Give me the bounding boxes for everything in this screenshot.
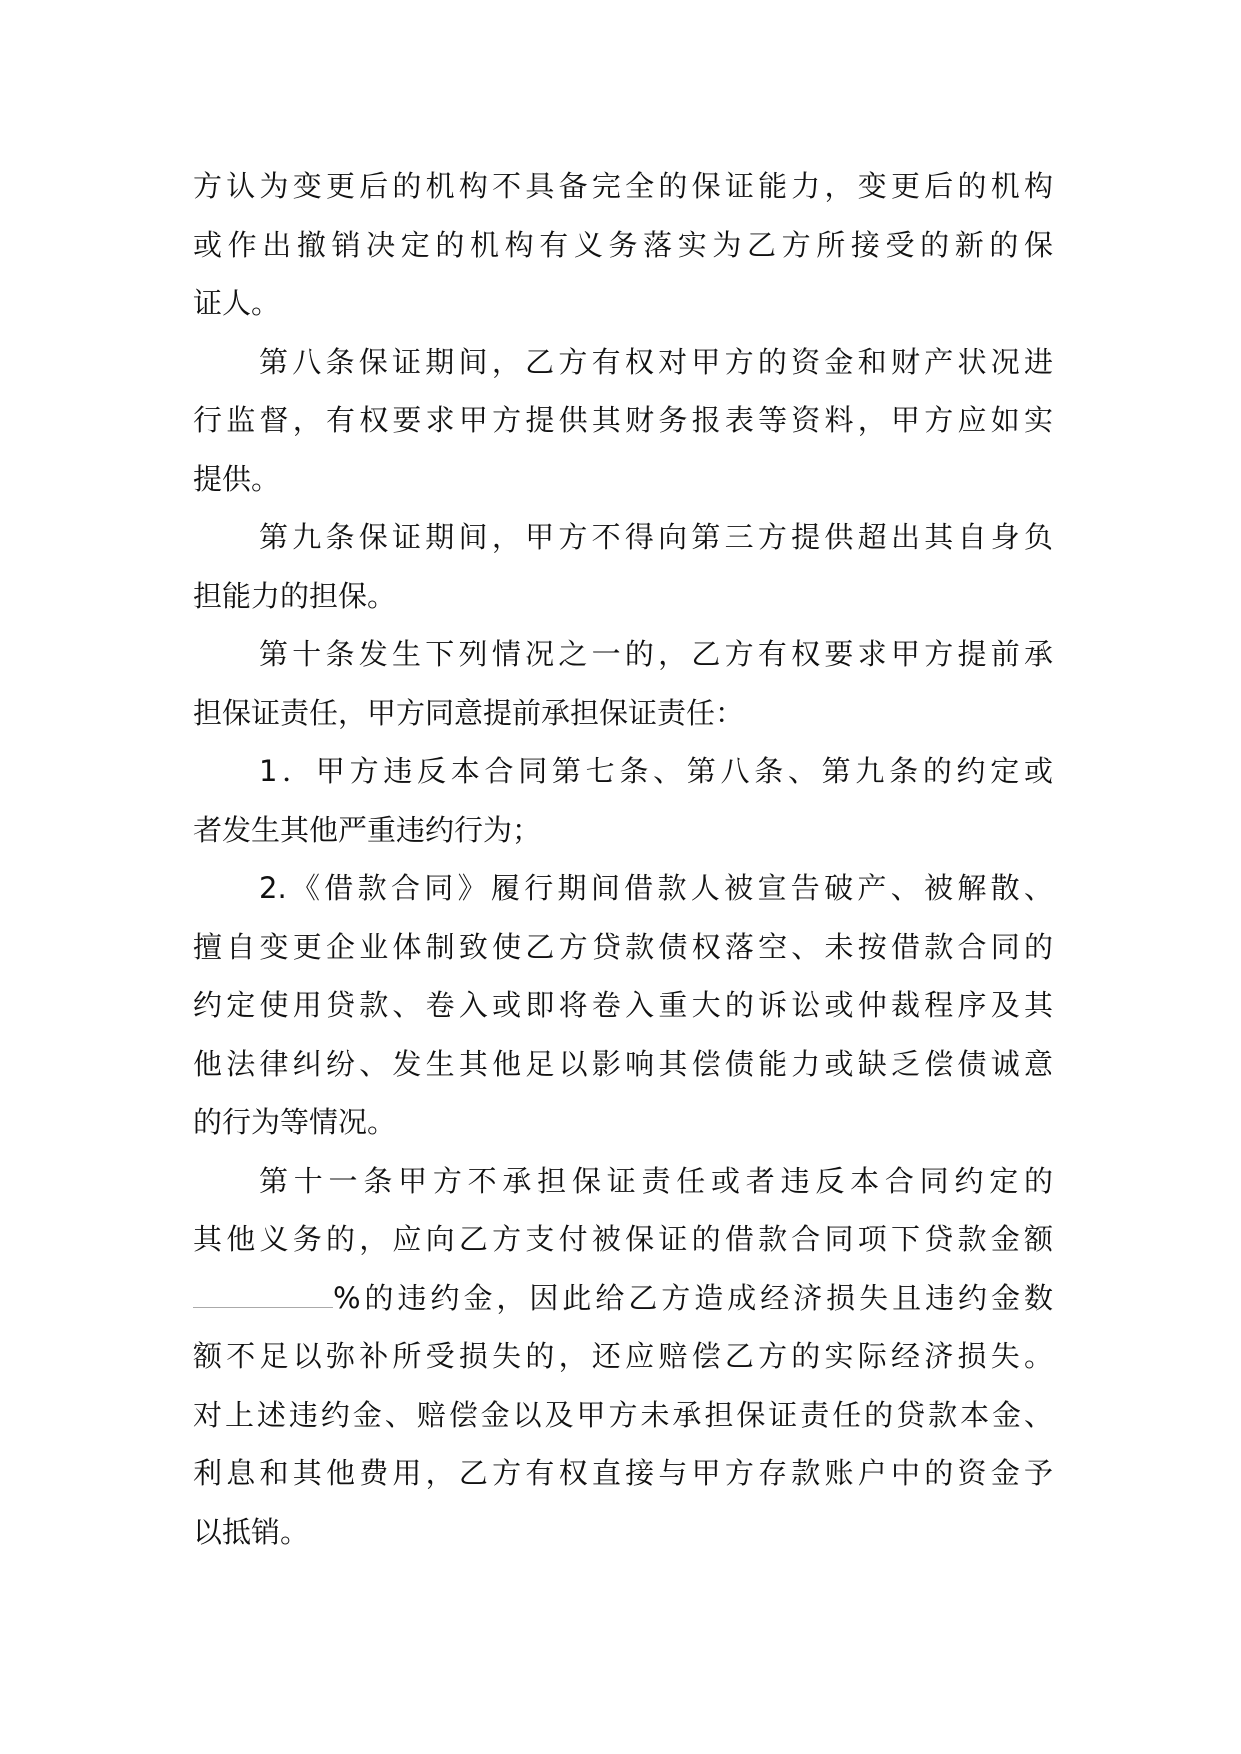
text-line — [193, 1093, 1053, 1152]
text-line — [193, 450, 1053, 509]
line-text: 约定使用贷款、卷入或即将卷入重大的诉讼或仲裁程序及其 — [193, 988, 1053, 1022]
line-text: 擅自变更企业体制致使乙方贷款债权落空、未按借款合同的 — [193, 929, 1053, 964]
text-line — [193, 508, 1053, 567]
line-text: 担保证责任，甲方同意提前承担保证责任： — [193, 695, 745, 730]
line-text: %的违约金，因此给乙方造成经济损失且违约金数 — [333, 1280, 1053, 1315]
paragraph — [193, 625, 1053, 742]
line-text: 1．甲方违反本合同第七条、第八条、第九条的约定或 — [259, 754, 1053, 788]
text-line — [193, 1269, 1053, 1328]
text-line — [193, 976, 1053, 1035]
line-text: 对上述违约金、赔偿金以及甲方未承担保证责任的贷款本金、 — [193, 1397, 1053, 1432]
text-line — [193, 1152, 1053, 1211]
paragraph — [193, 1152, 1053, 1562]
text-line — [193, 742, 1053, 801]
line-text: 2.《借款合同》履行期间借款人被宣告破产、被解散、 — [259, 871, 1053, 905]
line-text: 提供。 — [193, 461, 281, 496]
line-text: 担能力的担保。 — [193, 578, 397, 613]
text-line — [193, 801, 1053, 860]
text-line — [193, 1503, 1053, 1562]
fill-in-blank — [193, 1287, 333, 1308]
text-line — [193, 918, 1053, 977]
line-text: 者发生其他严重违约行为； — [193, 812, 542, 847]
line-text: 第九条保证期间，甲方不得向第三方提供超出其自身负 — [259, 520, 1053, 554]
line-text: 他法律纠纷、发生其他足以影响其偿债能力或缺乏偿债诚意 — [193, 1046, 1053, 1081]
line-text: 第十条发生下列情况之一的，乙方有权要求甲方提前承 — [259, 637, 1053, 671]
text-line — [193, 859, 1053, 918]
text-line — [193, 1327, 1053, 1386]
text-line — [193, 1210, 1053, 1269]
text-line — [193, 567, 1053, 626]
text-line — [193, 1035, 1053, 1094]
line-text: 的行为等情况。 — [193, 1105, 397, 1139]
paragraph — [193, 508, 1053, 625]
line-text: 证人。 — [193, 286, 281, 320]
paragraph — [193, 859, 1053, 1152]
line-text: 第十一条甲方不承担保证责任或者违反本合同约定的 — [259, 1163, 1053, 1198]
document-body — [193, 157, 1053, 1561]
text-line — [193, 333, 1053, 392]
text-line — [193, 391, 1053, 450]
paragraph — [193, 742, 1053, 859]
text-line — [193, 157, 1053, 216]
text-line — [193, 625, 1053, 684]
text-line — [193, 274, 1053, 333]
text-line — [193, 684, 1053, 743]
line-text: 方认为变更后的机构不具备完全的保证能力，变更后的机构 — [193, 169, 1053, 203]
text-line — [193, 216, 1053, 275]
line-text: 或作出撤销决定的机构有义务落实为乙方所接受的新的保 — [193, 227, 1053, 262]
line-text: 额不足以弥补所受损失的，还应赔偿乙方的实际经济损失。 — [193, 1339, 1053, 1373]
paragraph — [193, 157, 1053, 333]
line-text: 第八条保证期间，乙方有权对甲方的资金和财产状况进 — [259, 344, 1053, 379]
line-text: 以抵销。 — [193, 1514, 310, 1549]
line-text: 行监督，有权要求甲方提供其财务报表等资料，甲方应如实 — [193, 403, 1053, 437]
paragraph — [193, 333, 1053, 509]
text-line — [193, 1386, 1053, 1445]
text-line — [193, 1444, 1053, 1503]
line-text: 其他义务的，应向乙方支付被保证的借款合同项下贷款金额 — [193, 1222, 1053, 1256]
line-text: 利息和其他费用，乙方有权直接与甲方存款账户中的资金予 — [193, 1456, 1053, 1490]
